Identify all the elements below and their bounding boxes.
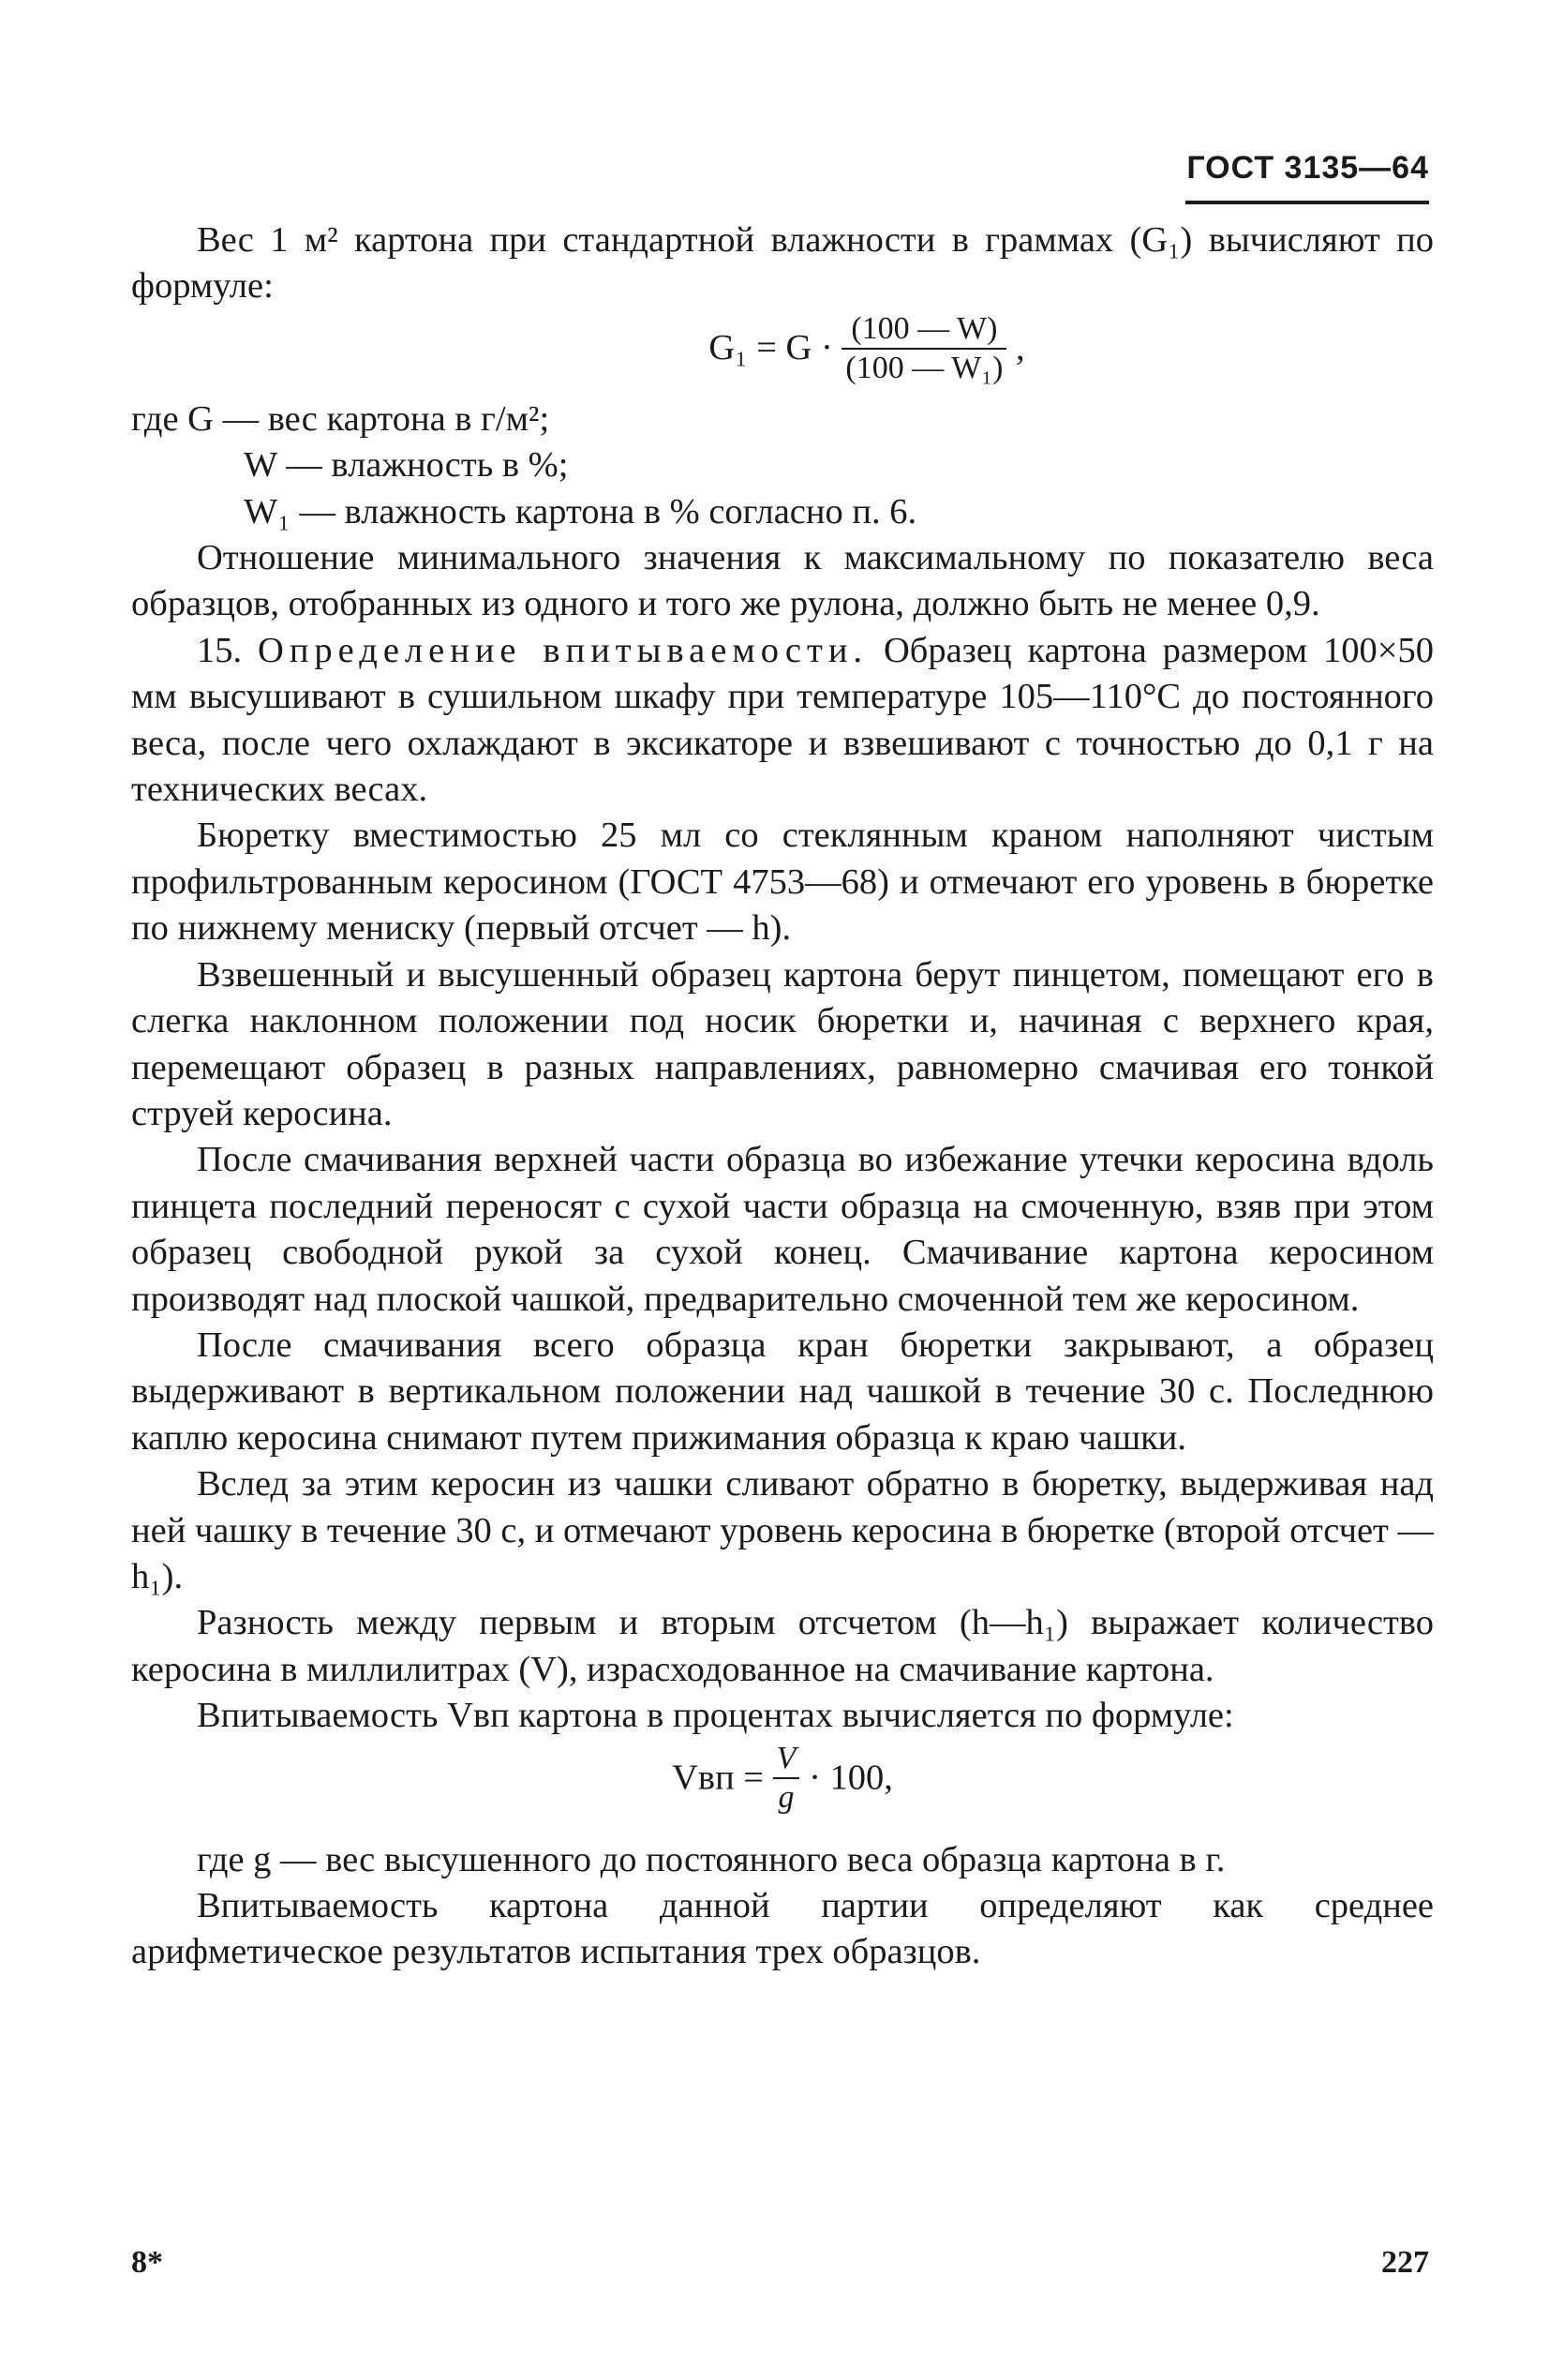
section-title: Определение впитываемости. — [258, 630, 869, 670]
section-text: Образец картона размером 100×50 мм высушивают в сушильном шкафу при температуре 105—110°С до постоянного веса, после чего охлаждают в эксикаторе и взвешивают с точностью до 0,1 г на технических весах. — [131, 630, 1435, 810]
paragraph-tweezers: Взвешенный и высушенный образец картона берут пинцетом, помещают его в слегка наклонном положении под носик бюретки и, начиная с верхнего края, перемещают образец в разных направлениях, равномерно смачивая его тонкой струей керосина. — [131, 954, 1434, 1133]
document-body — [131, 217, 1434, 1976]
where-absorbency: где g — вес высушенного до постоянного веса образца картона в г. — [197, 1839, 1226, 1879]
formula-absorbency-lhs: Vвп = — [672, 1757, 765, 1797]
footer-page-number: 227 — [1381, 2245, 1429, 2280]
formula-absorbency — [131, 1740, 1434, 1837]
section-number: 15. — [197, 630, 243, 670]
formula-absorbency-numerator: V — [773, 1740, 800, 1779]
formula-absorbency-denominator: g — [778, 1779, 795, 1815]
paragraph-second-reading: Вслед за этим керосин из чашки сливают обратно в бюретку, выдерживая над ней чашку в течение 30 с, и отмечают уровень керосина в бюретке (второй отсчет — h₁). — [131, 1464, 1434, 1596]
where-weight-line-3: W₁ — влажность картона в % согласно п. 6. — [244, 491, 917, 531]
paragraph-wetting-top: После смачивания верхней части образца во избежание утечки керосина вдоль пинцета последний переносят с сухой части образца на смоченную, взяв при этом образец свободной рукой за сухой конец. Смачивание картона керосином производят над плоской чашкой, предварительно смоченной тем же керосином. — [131, 1140, 1434, 1319]
where-weight-line-1: где G — вес картона в г/м²; — [131, 398, 550, 439]
where-weight-line-2: W — влажность в %; — [244, 445, 569, 486]
paragraph-burette: Бюретку вместимостью 25 мл со стеклянным краном наполняют чистым профильтрованным керосином (ГОСТ 4753—68) и отмечают его уровень в бюретке по нижнему мениску (первый отсчет — h). — [131, 816, 1434, 949]
formula-absorbency-tail: · 100, — [809, 1757, 893, 1797]
formula-weight — [131, 310, 1434, 397]
paragraph-ratio: Отношение минимального значения к максимальному по показателю веса образцов, отобранных из одного и того же рулона, должно быть не менее 0,9. — [131, 538, 1434, 624]
footer-signature-mark: 8* — [131, 2245, 163, 2280]
formula-weight-tail: , — [1016, 328, 1025, 368]
paragraph-batch-average: Впитываемость картона данной партии определяют как среднее арифметическое результатов испытания трех образцов. — [131, 1886, 1434, 1972]
paragraph-section-15 — [131, 628, 1434, 814]
header-rule — [1185, 201, 1429, 204]
formula-weight-numerator: (100 — W) — [842, 310, 1006, 350]
paragraph-difference: Разность между первым и вторым отсчетом (h—h₁) выражает количество керосина в миллилитрах (V), израсходованное на смачивание картона. — [131, 1603, 1434, 1689]
paragraph-weight-intro: Вес 1 м² картона при стандартной влажности в граммах (G₁) вычисляют по формуле: — [131, 220, 1434, 307]
formula-weight-denominator: (100 — W₁) — [845, 350, 1004, 385]
formula-weight-lhs: G₁ = G · — [708, 328, 833, 368]
formula-absorbency-fraction — [773, 1740, 800, 1817]
paragraph-absorbency-formula-intro: Впитываемость Vвп картона в процентах вычисляется по формуле: — [197, 1696, 1234, 1736]
page-header-standard: ГОСТ 3135—64 — [1186, 150, 1429, 186]
paragraph-wetting-all: После смачивания всего образца кран бюретки закрывают, а образец выдерживают в вертикальном положении над чашкой в течение 30 с. Последнюю каплю керосина снимают путем прижимания образца к краю чашки. — [131, 1325, 1434, 1458]
formula-weight-fraction — [842, 310, 1006, 387]
